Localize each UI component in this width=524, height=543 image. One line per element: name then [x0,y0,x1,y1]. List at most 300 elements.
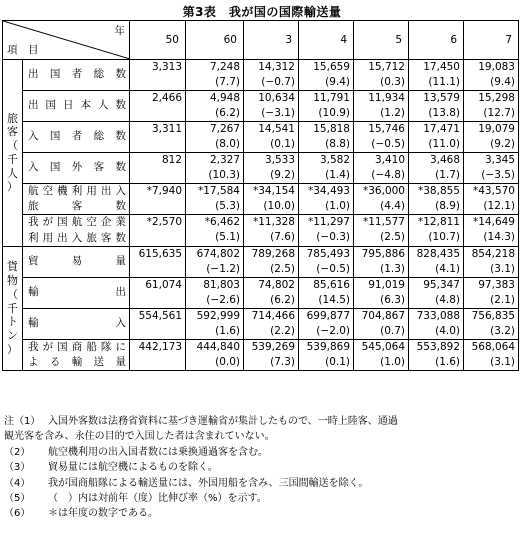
cell-growth-rate: (1.6) [435,355,460,368]
cell-value: 812 [161,154,182,166]
data-cell [354,91,409,122]
category-char: ） [7,342,18,356]
note-mark: 注（1） [4,416,41,427]
row-label-char: 入 [115,317,126,330]
cell-value: *11,328 [253,216,295,229]
cell-value: 539,269 [251,340,295,353]
cell-value: 756,835 [471,309,515,322]
data-cell [130,91,186,122]
note-text: 我が国商船隊による輸送量には、外国用船を含み、三国間輸送を除く。 [48,477,369,489]
row-label-char: 出 [57,231,68,244]
cell-value: 95,347 [423,278,460,291]
row-label [23,60,130,91]
data-cell [299,215,354,246]
data-cell [464,122,519,153]
cell-value: 674,802 [196,247,240,260]
row-label-char: 総 [93,130,105,143]
cell-growth-rate: (10.9) [318,107,350,119]
year-header: 5 [354,21,409,60]
cell-growth-rate: (−2.0) [316,324,350,337]
data-cell [464,277,519,308]
row-label-char: 業 [115,216,126,229]
cell-growth-rate: (2.5) [270,262,295,275]
row-label-char: 航 [71,216,83,229]
data-cell [130,308,186,339]
data-cell [464,308,519,339]
row-label-char: 数 [115,99,126,112]
cell-value: 699,877 [306,309,350,322]
cell-value: 19,083 [478,61,515,73]
cell-value: 61,074 [145,278,182,291]
cell-value: 97,383 [478,278,515,291]
data-cell [354,308,409,339]
row-label-char: 国 [49,130,61,143]
cell-growth-rate [130,230,182,245]
data-cell [186,277,244,308]
data-cell [409,215,464,246]
cell-value: 568,064 [471,340,515,353]
cell-growth-rate: (2.2) [270,324,295,337]
row-label-char: 出 [115,286,126,299]
row-label-char: る [49,356,61,369]
cell-value: 13,579 [423,92,460,104]
note-text: （ ）内は対前年（度）比伸び率（%）を示す。 [48,493,267,505]
note-text: 貿易量には航空機によるものを除く。 [48,462,218,474]
category-label [3,60,23,247]
cell-growth-rate: (0.3) [380,76,405,88]
row-label [23,246,130,277]
row-label-char: 客 [93,161,105,174]
cell-growth-rate: (4.0) [435,324,460,337]
cell-value: *38,855 [418,185,460,197]
data-cell [244,339,299,370]
data-cell [354,184,409,215]
row-label-line [28,254,126,269]
row-label-char: 数 [115,161,126,174]
table-row [3,277,519,308]
table-row [3,339,519,370]
cell-value: 11,934 [368,92,405,104]
cell-growth-rate [130,355,182,370]
cell-growth-rate: (1.0) [325,200,350,212]
cell-growth-rate: (0.0) [215,355,240,368]
cell-growth-rate: (−1.2) [206,262,240,275]
row-label-line [28,184,126,199]
row-label-char: 船 [86,340,97,353]
row-label-line [28,67,126,82]
data-cell [464,246,519,277]
row-label-line [28,231,126,246]
row-label-char: 国 [49,68,61,81]
cell-value: 91,019 [368,278,405,291]
cell-growth-rate: (−0.7) [261,76,295,88]
cell-value: 3,410 [374,154,405,166]
cell-growth-rate: (11.1) [428,76,460,88]
cell-growth-rate: (0.7) [380,324,405,337]
transport-table [2,20,519,371]
row-label-char: 空 [86,216,97,229]
row-label [23,215,130,246]
row-label-char: 易 [71,255,83,268]
row-label-char: 客 [100,231,112,244]
data-cell [186,246,244,277]
row-label-char: 入 [28,130,39,143]
table-row [3,122,519,153]
row-label-char: 数 [115,231,126,244]
row-label [23,153,130,184]
cell-value: 714,466 [251,309,295,322]
cell-growth-rate: (7.3) [270,355,295,368]
row-label-line [28,160,126,175]
cell-value: 444,840 [196,340,240,353]
note-item [4,506,520,521]
row-label-char: 用 [86,185,97,197]
table-row [3,246,519,277]
page-title: 第3表 我が国の国際輸送量 [182,5,342,19]
cell-growth-rate: (10.0) [263,200,295,212]
cell-growth-rate: (2.5) [380,231,405,244]
cell-value: *34,493 [308,185,350,197]
data-cell [130,246,186,277]
note-mark: （5） [4,493,31,505]
row-label-char: 商 [71,340,83,353]
row-label [23,184,130,215]
data-cell [186,153,244,184]
cell-value: *36,000 [363,185,405,197]
row-label-char: 入 [115,185,126,197]
note-item [4,476,520,491]
cell-growth-rate: (14.5) [318,293,350,306]
row-label-char: 旅 [28,200,39,213]
row-label-line [28,340,126,355]
cell-value: *11,297 [308,216,350,229]
data-cell [464,153,519,184]
cell-growth-rate: (6.2) [215,107,240,119]
cell-value: 7,248 [209,61,240,73]
cell-growth-rate: (14.3) [483,231,515,244]
category-char: 旅 [7,111,18,125]
cell-value: 2,466 [151,92,182,104]
cell-value: 74,802 [258,278,295,291]
cell-growth-rate: (−0.3) [316,231,350,244]
data-cell [299,339,354,370]
cell-growth-rate: (10.3) [208,169,240,181]
row-label-char: 我 [28,216,39,229]
data-cell [244,60,299,91]
data-cell [186,184,244,215]
cell-value: 733,088 [416,309,460,322]
data-cell [409,60,464,91]
cell-value: *6,462 [204,216,240,229]
data-cell [409,339,464,370]
data-cell [299,246,354,277]
year-header: 7 [464,21,519,60]
data-cell [130,215,186,246]
cell-value: 3,311 [151,123,182,135]
row-label-char: 日 [63,99,74,112]
note-item [4,491,520,506]
cell-value: 4,948 [209,92,240,104]
data-cell [244,122,299,153]
data-cell [186,60,244,91]
category-char: ） [7,180,18,194]
data-cell [244,215,299,246]
row-label-char: 入 [28,161,39,174]
data-cell [354,339,409,370]
cell-value: 442,173 [138,340,182,353]
row-label-char: 利 [28,231,39,244]
cell-growth-rate: (8.8) [325,138,350,150]
notes-section [4,414,520,522]
row-label-char: 数 [115,200,126,213]
table-row [3,91,519,122]
year-header: 50 [130,21,186,60]
note-mark: （2） [4,446,31,458]
cell-growth-rate [130,293,182,308]
data-cell [130,277,186,308]
cell-value: 553,892 [416,340,460,353]
row-label-char: 機 [57,185,68,197]
category-char: 客 [7,125,18,139]
year-header: 4 [299,21,354,60]
cell-growth-rate: (1.4) [325,169,350,181]
cell-value: 615,635 [138,247,182,260]
cell-value: 17,471 [423,123,460,135]
data-cell [409,308,464,339]
cell-growth-rate: (4.1) [435,262,460,275]
data-cell [464,91,519,122]
row-label-char: 総 [93,68,105,81]
row-label-char: 航 [28,185,39,197]
header-corner [3,21,130,60]
row-label-char: 国 [57,216,68,229]
row-label-line [28,129,126,144]
cell-value: 14,541 [258,123,295,135]
data-cell [299,91,354,122]
cell-value: 828,435 [416,247,460,260]
cell-value: 14,312 [258,61,295,73]
cell-growth-rate: (1.2) [380,107,405,119]
header-row [3,21,519,60]
row-label-char: 者 [71,68,83,81]
data-cell [299,308,354,339]
cell-value: *7,940 [146,185,182,197]
data-cell [299,277,354,308]
cell-value: 545,064 [361,340,405,353]
data-cell [186,215,244,246]
cell-growth-rate: (−0.5) [316,262,350,275]
cell-growth-rate: (1.3) [380,262,405,275]
cell-growth-rate: (1.6) [215,324,240,337]
category-label [3,246,23,370]
data-cell [244,246,299,277]
cell-value: 15,298 [478,92,515,104]
data-cell [354,246,409,277]
cell-growth-rate: (3.2) [490,324,515,337]
cell-value: *2,570 [146,216,182,229]
data-cell [244,91,299,122]
cell-value: 704,867 [361,309,405,322]
row-label-char: 人 [98,99,109,112]
row-label-char: 輸 [28,286,39,299]
data-cell [186,308,244,339]
row-label-char: 輸 [71,356,83,369]
row-label-line [28,215,126,230]
data-cell [130,122,186,153]
row-label-char: 送 [93,356,105,369]
cell-growth-rate [130,324,182,339]
note-mark: （3） [4,462,31,474]
cell-value: 15,746 [368,123,405,135]
row-label-line [28,285,126,300]
cell-value: 81,803 [203,278,240,291]
data-cell [186,91,244,122]
cell-value: 11,791 [313,92,350,104]
cell-growth-rate: (12.7) [483,107,515,119]
cell-growth-rate: (9.4) [490,76,515,88]
cell-growth-rate: (13.8) [428,107,460,119]
cell-growth-rate: (6.2) [270,293,295,306]
data-cell [130,184,186,215]
data-cell [244,277,299,308]
cell-value: 7,267 [209,123,240,135]
year-header: 60 [186,21,244,60]
row-label-char: 数 [115,130,126,143]
row-label-char: 数 [115,68,126,81]
cell-value: 15,712 [368,61,405,73]
note-item [4,414,520,429]
cell-growth-rate: (8.0) [215,138,240,150]
cell-growth-rate: (−4.8) [371,169,405,181]
cell-growth-rate [130,199,182,214]
note-mark: （6） [4,508,31,520]
row-label-char: が [42,216,54,229]
cell-growth-rate: (1.7) [435,169,460,181]
data-cell [464,60,519,91]
row-label-char: 用 [42,231,54,244]
data-cell [244,153,299,184]
cell-value: 15,659 [313,61,350,73]
note-text: ＊は年度の数字である。 [48,508,158,520]
row-label-char: 外 [71,161,83,174]
data-cell [354,122,409,153]
category-char: ン [7,329,18,343]
category-char: ト [7,315,18,329]
data-cell [354,60,409,91]
row-label-char: 国 [45,99,56,112]
data-cell [354,277,409,308]
cell-value: *11,577 [363,216,405,229]
header-item-label: 項 目 [7,44,39,56]
data-cell [409,153,464,184]
data-cell [130,153,186,184]
cell-value: 785,493 [306,247,350,260]
cell-value: 3,468 [429,154,460,166]
table-row [3,184,519,215]
cell-value: 2,327 [209,154,240,166]
data-cell [299,122,354,153]
category-char: （ [7,139,18,153]
year-header: 3 [244,21,299,60]
data-cell [464,339,519,370]
table-row [3,215,519,246]
data-cell [299,153,354,184]
category-char: 貨 [7,260,18,274]
cell-growth-rate: (9.2) [270,169,295,181]
table-row [3,308,519,339]
row-label-char: 隊 [100,340,112,353]
cell-value: *14,649 [473,216,515,229]
row-label [23,308,130,339]
cell-growth-rate: (2.1) [490,293,515,306]
cell-growth-rate: (−2.6) [206,293,240,306]
row-label-char: 本 [80,99,91,112]
cell-growth-rate: (9.4) [325,76,350,88]
cell-value: 17,450 [423,61,460,73]
row-label-char: 輸 [28,317,39,330]
row-label-char: 企 [100,216,112,229]
row-label-line [28,98,126,113]
cell-growth-rate: (11.0) [428,138,460,150]
data-cell [244,184,299,215]
cell-value: 10,634 [258,92,295,104]
row-label-char: 出 [28,99,39,112]
data-cell [409,184,464,215]
data-cell [299,60,354,91]
row-label-char: 空 [42,185,54,197]
cell-value: 85,616 [313,278,350,291]
row-label-char: 客 [71,200,83,213]
row-label [23,339,130,370]
category-char: （ [7,287,18,301]
data-table [2,20,519,371]
note-text: 航空機利用の出入国者数には乗換通過客を含む。 [48,446,268,458]
data-cell [186,122,244,153]
data-cell [354,215,409,246]
cell-value: *17,584 [198,185,240,197]
cell-growth-rate: (7.7) [215,76,240,88]
cell-growth-rate: (1.0) [380,355,405,368]
data-cell [464,184,519,215]
row-label-char: 出 [28,68,39,81]
row-label-char: 国 [57,340,68,353]
row-label-line [28,199,126,214]
cell-value: 15,818 [313,123,350,135]
cell-value: 19,079 [478,123,515,135]
row-label [23,91,130,122]
row-label-char: 入 [71,231,83,244]
cell-value: 3,313 [151,61,182,73]
data-cell [354,153,409,184]
cell-growth-rate: (3.1) [490,355,515,368]
cell-growth-rate: (12.1) [483,200,515,212]
data-cell [299,184,354,215]
row-label-char: に [115,340,126,353]
cell-growth-rate: (3.1) [490,262,515,275]
category-char: 千 [7,301,18,315]
data-cell [464,215,519,246]
data-cell [244,308,299,339]
row-label-line [28,355,126,370]
data-cell [130,60,186,91]
cell-growth-rate [130,137,182,152]
cell-growth-rate [130,75,182,90]
data-cell [409,91,464,122]
row-label-char: 我 [28,340,39,353]
row-label-line [28,316,126,331]
cell-growth-rate: (0.1) [270,138,295,150]
row-label [23,122,130,153]
